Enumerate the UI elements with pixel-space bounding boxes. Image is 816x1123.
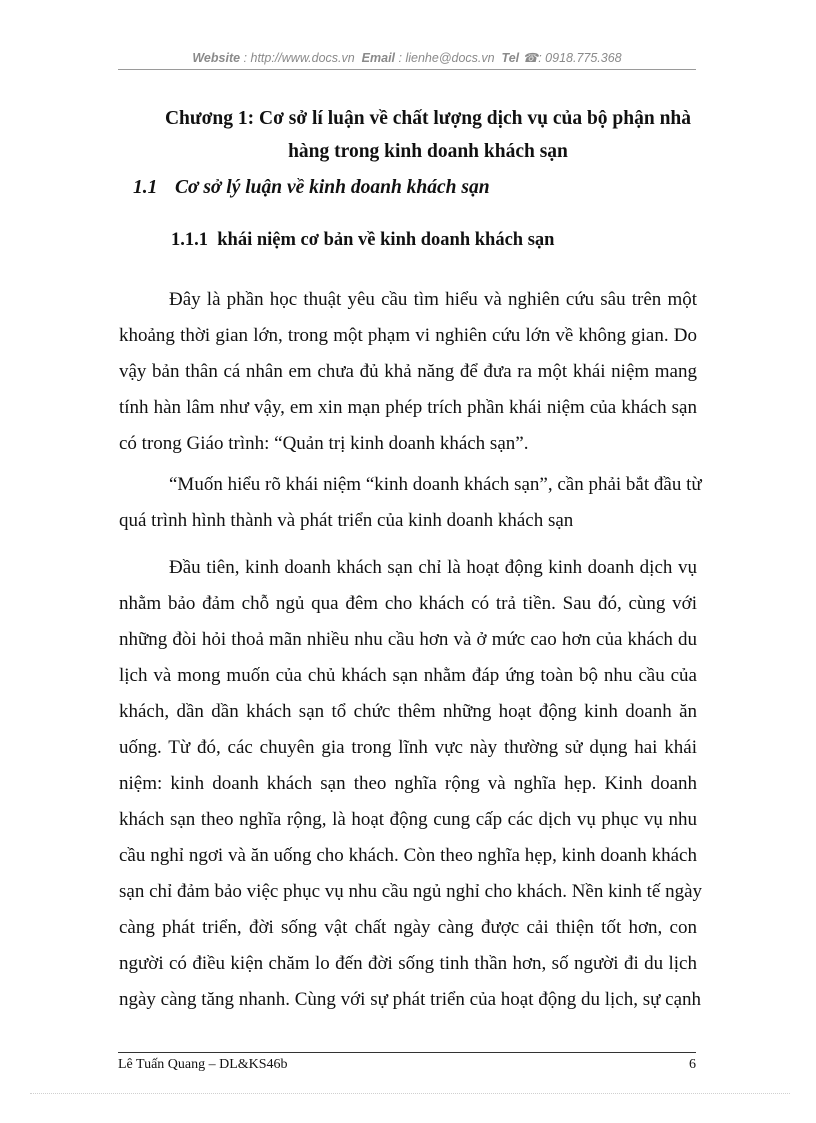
paragraph-line: uống. Từ đó, các chuyên gia trong lĩnh vực này thường sử dụng hai khái xyxy=(119,737,697,758)
tel-label: Tel xyxy=(501,51,520,65)
paragraph-line: khách, dần dần khách sạn tổ chức thêm những hoạt động kinh doanh ăn xyxy=(119,701,697,722)
paragraph-line: có trong Giáo trình: “Quản trị kinh doanh khách sạn”. xyxy=(119,433,529,454)
subsection-number: 1.1.1 xyxy=(171,230,208,250)
subsection-title: khái niệm cơ bản về kinh doanh khách sạn xyxy=(217,230,555,250)
section-title: Cơ sở lý luận về kinh doanh khách sạn xyxy=(175,177,490,198)
paragraph-line: lịch và mong muốn của chủ khách sạn nhằm đáp ứng toàn bộ nhu cầu của xyxy=(119,665,697,686)
paragraph-line: những đòi hỏi thoả mãn nhiều nhu cầu hơn và ở mức cao hơn của khách du xyxy=(119,629,697,650)
paragraph-1 xyxy=(119,282,697,462)
email-value: : lienhe@docs.vn xyxy=(398,51,495,65)
paragraph-line: Đây là phần học thuật yêu cầu tìm hiểu và nghiên cứu sâu trên một xyxy=(169,289,697,310)
paragraph-line: vậy bản thân cá nhân em chưa đủ khả năng để đưa ra một khái niệm mang xyxy=(119,361,697,382)
website-label: Website xyxy=(192,51,241,65)
chapter-title xyxy=(160,102,696,168)
paragraph-line: “Muốn hiểu rõ khái niệm “kinh doanh khách sạn”, cần phải bắt đầu từ xyxy=(169,474,702,495)
paragraph-line: tính hàn lâm như vậy, em xin mạn phép trích phần khái niệm của khách sạn xyxy=(119,397,697,418)
page-number: 6 xyxy=(689,1057,696,1072)
paragraph-3 xyxy=(119,550,703,1018)
paragraph-line: càng phát triển, đời sống vật chất ngày càng được cải thiện tốt hơn, con xyxy=(119,917,697,938)
paragraph-line: quá trình hình thành và phát triển của kinh doanh khách sạn xyxy=(119,510,574,531)
chapter-title-line-1: Chương 1: Cơ sở lí luận về chất lượng dịch vụ của bộ phận nhà xyxy=(164,108,692,129)
paragraph-line: nhằm bảo đảm chỗ ngủ qua đêm cho khách có trả tiền. Sau đó, cùng với xyxy=(119,593,697,614)
section-heading xyxy=(133,177,693,199)
footer-author: Lê Tuấn Quang – DL&KS46b xyxy=(118,1057,288,1072)
tel-value: : 0918.775.368 xyxy=(538,51,622,65)
paragraph-line: niệm: kinh doanh khách sạn theo nghĩa rộng và nghĩa hẹp. Kinh doanh xyxy=(119,773,697,794)
section-number: 1.1 xyxy=(133,177,158,198)
paragraph-line: khách sạn theo nghĩa rộng, là hoạt động cung cấp các dịch vụ phục vụ nhu xyxy=(119,809,697,830)
header-rule xyxy=(118,69,696,70)
paragraph-line: sạn chỉ đảm bảo việc phục vụ nhu cầu ngủ nghỉ cho khách. Nền kinh tế ngày xyxy=(119,881,703,902)
email-label: Email xyxy=(361,51,396,65)
paragraph-line: người có điều kiện chăm lo đến đời sống tinh thần hơn, số người đi du lịch xyxy=(119,953,697,974)
phone-icon: ☎ xyxy=(522,51,539,65)
chapter-title-line-2: hàng trong kinh doanh khách sạn xyxy=(288,141,568,162)
website-value: : http://www.docs.vn xyxy=(243,51,355,65)
paragraph-2 xyxy=(119,467,702,539)
paragraph-line: khoảng thời gian lớn, trong một phạm vi nghiên cứu lớn về không gian. Do xyxy=(119,325,697,346)
paragraph-line: ngày càng tăng nhanh. Cùng với sự phát triển của hoạt động du lịch, sự cạnh xyxy=(119,989,702,1010)
paragraph-line: cầu nghỉ ngơi và ăn uống cho khách. Còn theo nghĩa hẹp, kinh doanh khách xyxy=(119,845,697,866)
subsection-heading xyxy=(171,230,691,251)
page-header xyxy=(118,50,696,65)
footer-rule xyxy=(118,1052,696,1053)
page-bottom-border xyxy=(30,1093,790,1094)
paragraph-line: Đầu tiên, kinh doanh khách sạn chỉ là hoạt động kinh doanh dịch vụ xyxy=(169,557,697,578)
